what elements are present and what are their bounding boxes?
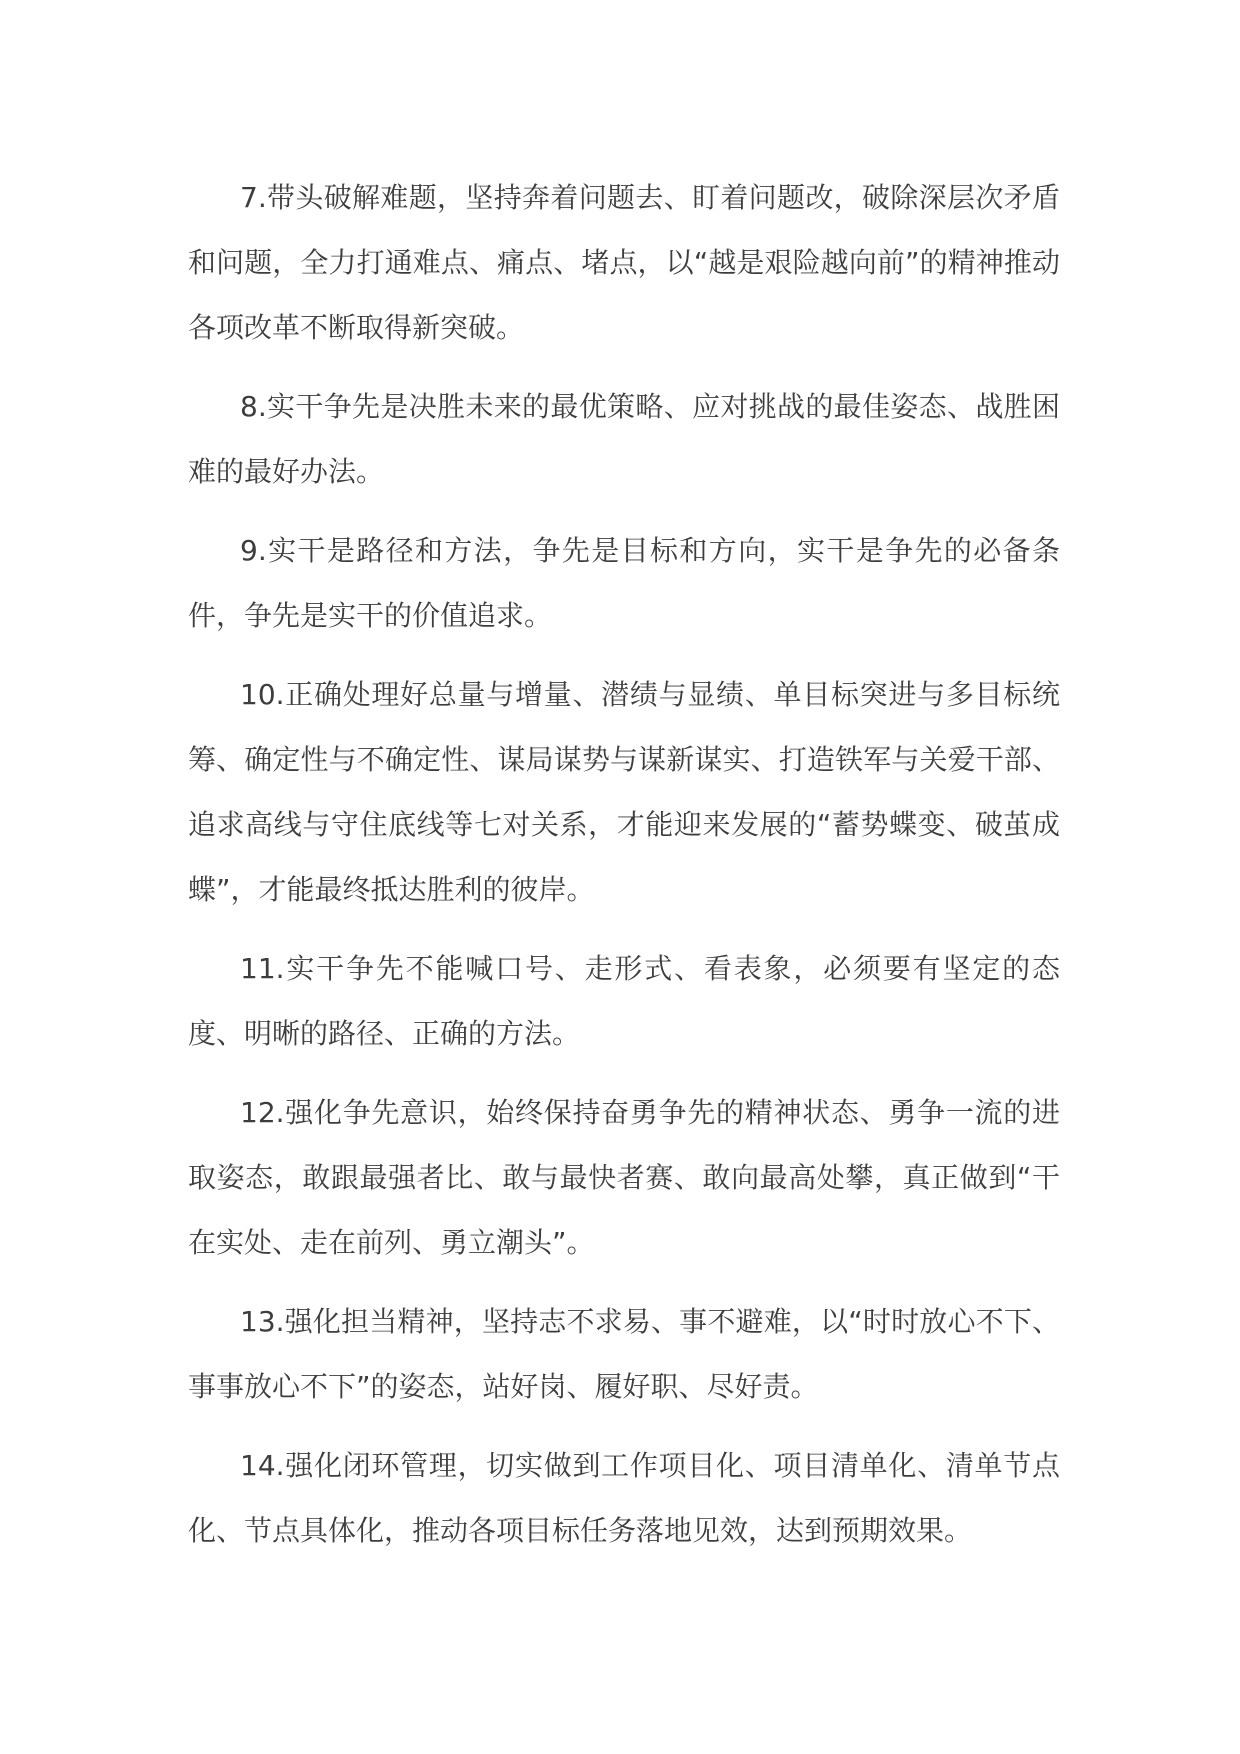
paragraph-7: 7.带头破解难题，坚持奔着问题去、盯着问题改，破除深层次矛盾和问题，全力打通难点、痛点、堵点，以“越是艰险越向前”的精神推动各项改革不断取得新突破。 — [188, 181, 1060, 344]
paragraph-12: 12.强化争先意识，始终保持奋勇争先的精神状态、勇争一流的进取姿态，敢跟最强者比、敢与最快者赛、敢向最高处攀，真正做到“干在实处、走在前列、勇立潮头”。 — [188, 1096, 1060, 1259]
paragraph-10: 10.正确处理好总量与增量、潜绩与显绩、单目标突进与多目标统筹、确定性与不确定性、谋局谋势与谋新谋实、打造铁军与关爱干部、追求高线与守住底线等七对关系，才能迎来发展的“蓄势蝶变、破茧成蝶”，才能最终抵达胜利的彼岸。 — [188, 678, 1060, 906]
paragraph-13: 13.强化担当精神，坚持志不求易、事不避难，以“时时放心不下、事事放心不下”的姿态，站好岗、履好职、尽好责。 — [188, 1305, 1060, 1403]
paragraph-8: 8.实干争先是决胜未来的最优策略、应对挑战的最佳姿态、战胜困难的最好办法。 — [188, 390, 1060, 488]
document-body — [188, 165, 1060, 1577]
paragraph-9: 9.实干是路径和方法，争先是目标和方向，实干是争先的必备条件，争先是实干的价值追求。 — [188, 534, 1060, 632]
paragraph-11: 11.实干争先不能喊口号、走形式、看表象，必须要有坚定的态度、明晰的路径、正确的方法。 — [188, 952, 1060, 1050]
paragraph-14: 14.强化闭环管理，切实做到工作项目化、项目清单化、清单节点化、节点具体化，推动各项目标任务落地见效，达到预期效果。 — [188, 1449, 1060, 1547]
